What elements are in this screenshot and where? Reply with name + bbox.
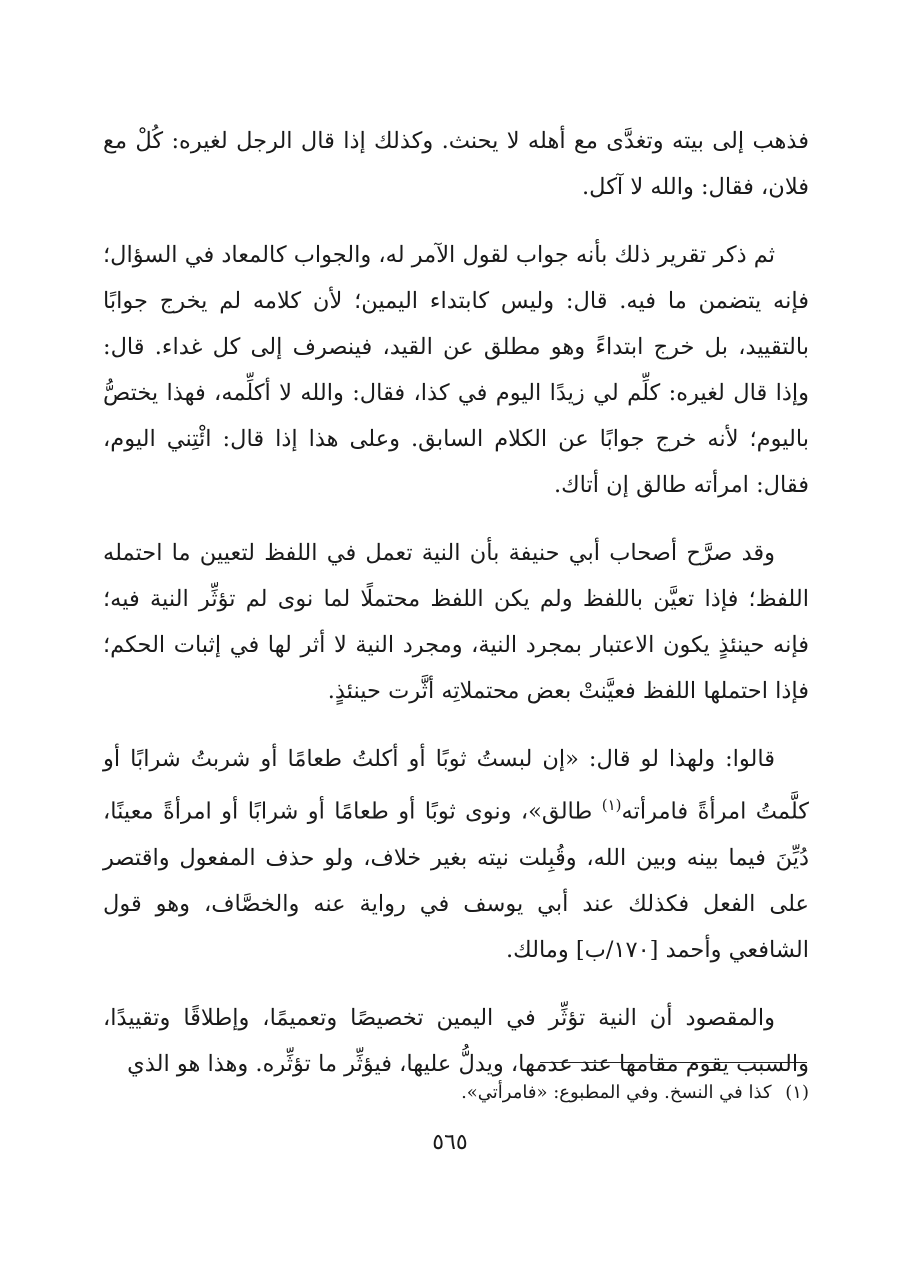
footnote-reference: (١) — [601, 796, 622, 814]
footnote-separator — [540, 1062, 807, 1063]
paragraph-4-text-before: قالوا: ولهذا لو قال: «إن لبستُ ثوبًا أو أكلتُ طعامًا أو شربتُ شرابًا أو كلَّمتُ امرأةً فامرأته — [103, 746, 810, 825]
paragraph-5: والمقصود أن النية تؤثِّر في اليمين تخصيصًا وتعميمًا، وإطلاقًا وتقييدًا، والسبب يقوم مقامها عند عدمها، ويدلُّ عليها، فيؤثِّر ما تؤثِّره. وهذا هو الذي — [103, 1004, 809, 1077]
paragraph-2: ثم ذكر تقرير ذلك بأنه جواب لقول الآمر له، والجواب كالمعاد في السؤال؛ فإنه يتضمن ما فيه. قال: وليس كابتداء اليمين؛ لأن كلامه لم يخرج جوابًا بالتقييد، بل خرج ابتداءً وهو مطلق عن القيد، فينصرف إلى كل غداء. قال: وإذا قال لغيره: كلِّم لي زيدًا اليوم في كذا، فقال: والله لا أكلِّمه، فهذا يختصُّ باليوم؛ لأنه خرج جوابًا عن الكلام السابق. وعلى هذا إذا قال: ائْتِني اليوم، فقال: امرأته طالق إن أتاك. — [103, 242, 809, 498]
footnote-text: كذا في النسخ. وفي المطبوع: «فامرأتي». — [461, 1082, 772, 1103]
paragraph-4 — [103, 736, 809, 973]
paragraph-1: فذهب إلى بيته وتغدَّى مع أهله لا يحنث. وكذلك إذا قال الرجل لغيره: كُلْ مع فلان، فقال: والله لا آكل. — [103, 128, 809, 200]
footnote-marker: (١) — [785, 1082, 809, 1103]
paragraph-4-text-after: طالق»، ونوى ثوبًا أو طعامًا أو شرابًا أو امرأةً معينًا، دُيِّنَ فيما بينه وبين الله، وقُبِلت نيته بغير خلاف، ولو حذف المفعول واقتصر على الفعل فكذلك عند أبي يوسف في رواية عنه والخصَّاف، وهو قول الشافعي وأحمد [١٧٠/ب] ومالك. — [103, 798, 809, 963]
footnote — [103, 1078, 809, 1108]
main-text — [103, 118, 809, 1087]
page-number: ٥٦٥ — [432, 1130, 468, 1155]
paragraph-3: وقد صرَّح أصحاب أبي حنيفة بأن النية تعمل في اللفظ لتعيين ما احتمله اللفظ؛ فإذا تعيَّن باللفظ ولم يكن اللفظ محتملًا لما نوى لم تؤثِّر النية فيه؛ فإنه حينئذٍ يكون الاعتبار بمجرد النية، ومجرد النية لا أثر لها في إثبات الحكم؛ فإذا احتملها اللفظ فعيَّنتْ بعض محتملاتِه أثَّرت حينئذٍ. — [103, 540, 809, 704]
